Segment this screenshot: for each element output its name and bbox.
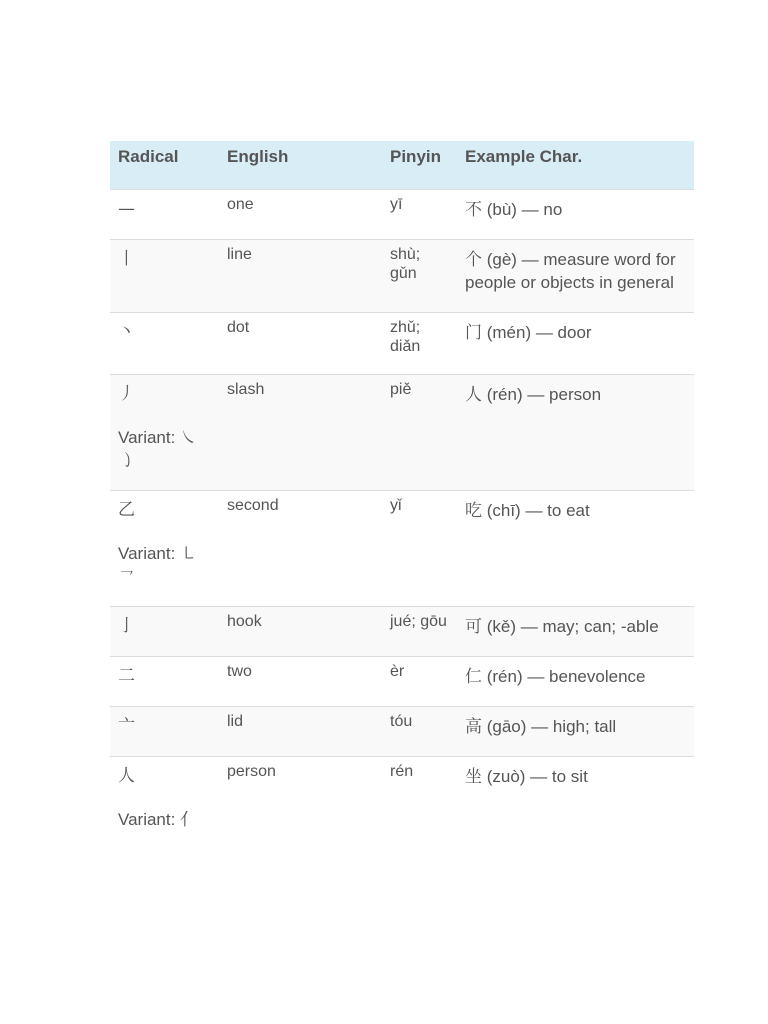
pinyin-cell: jué; gōu [382, 607, 457, 657]
radical-char: — [118, 199, 135, 219]
table-row [110, 757, 694, 850]
pinyin-cell: èr [382, 657, 457, 707]
radical-variant: Variant: ㇄ ㇖ [118, 544, 198, 586]
radicals-table-container [110, 141, 694, 849]
english-cell: hook [219, 607, 382, 657]
pinyin-cell: yī [382, 190, 457, 240]
radical-char: 二 [118, 666, 135, 686]
english-cell: dot [219, 313, 382, 375]
radical-char: 丶 [118, 322, 135, 342]
example-cell: 坐 (zuò) — to sit [465, 767, 588, 786]
header-row [110, 141, 694, 190]
table-row [110, 657, 694, 707]
radical-char: 亅 [118, 616, 135, 636]
pinyin-cell: yǐ [382, 491, 457, 607]
radical-cell [110, 757, 219, 850]
radical-char: 乙 [118, 500, 135, 520]
radical-variant: Variant: ㇏ ㇁ [118, 428, 198, 470]
example-cell: 吃 (chī) — to eat [457, 491, 694, 607]
example-cell: 可 (kě) — may; can; -able [457, 607, 694, 657]
header-pinyin: Pinyin [382, 141, 457, 190]
table-row [110, 190, 694, 240]
english-cell: line [219, 240, 382, 313]
radical-cell [110, 657, 219, 707]
radical-cell [110, 190, 219, 240]
english-cell: person [227, 763, 276, 780]
example-cell: 人 (rén) — person [457, 375, 694, 491]
table-row [110, 313, 694, 375]
radical-cell [110, 707, 219, 757]
pinyin-cell: zhǔ; diǎn [382, 313, 457, 375]
header-english: English [219, 141, 382, 190]
header-example: Example Char. [457, 141, 694, 190]
table-body [110, 190, 694, 850]
radical-cell [110, 240, 219, 313]
radical-cell [110, 607, 219, 657]
table-row [110, 607, 694, 657]
english-cell: second [219, 491, 382, 607]
english-cell: slash [219, 375, 382, 491]
radicals-table [110, 141, 694, 849]
table-header [110, 141, 694, 190]
header-radical: Radical [110, 141, 219, 190]
radical-cell [110, 491, 219, 607]
table-row [110, 375, 694, 491]
radical-char: 亠 [118, 716, 135, 736]
radical-variant: Variant: 亻 [118, 810, 198, 829]
radical-char: 丨 [118, 249, 135, 269]
example-cell: 仁 (rén) — benevolence [457, 657, 694, 707]
example-cell: 不 (bù) — no [457, 190, 694, 240]
pinyin-cell: shù; gǔn [382, 240, 457, 313]
example-cell: 高 (gāo) — high; tall [457, 707, 694, 757]
example-cell: 个 (gè) — measure word for people or objects in general [457, 240, 694, 313]
english-cell: lid [219, 707, 382, 757]
radical-cell [110, 313, 219, 375]
table-row [110, 240, 694, 313]
pinyin-cell: piě [382, 375, 457, 491]
example-cell: 门 (mén) — door [457, 313, 694, 375]
english-cell: one [219, 190, 382, 240]
pinyin-cell: tóu [382, 707, 457, 757]
radical-cell [110, 375, 219, 491]
pinyin-cell: rén [390, 763, 414, 780]
table-row [110, 707, 694, 757]
table-row [110, 491, 694, 607]
english-cell: two [219, 657, 382, 707]
radical-char: 丿 [118, 384, 135, 404]
radical-char: 人 [118, 766, 135, 786]
